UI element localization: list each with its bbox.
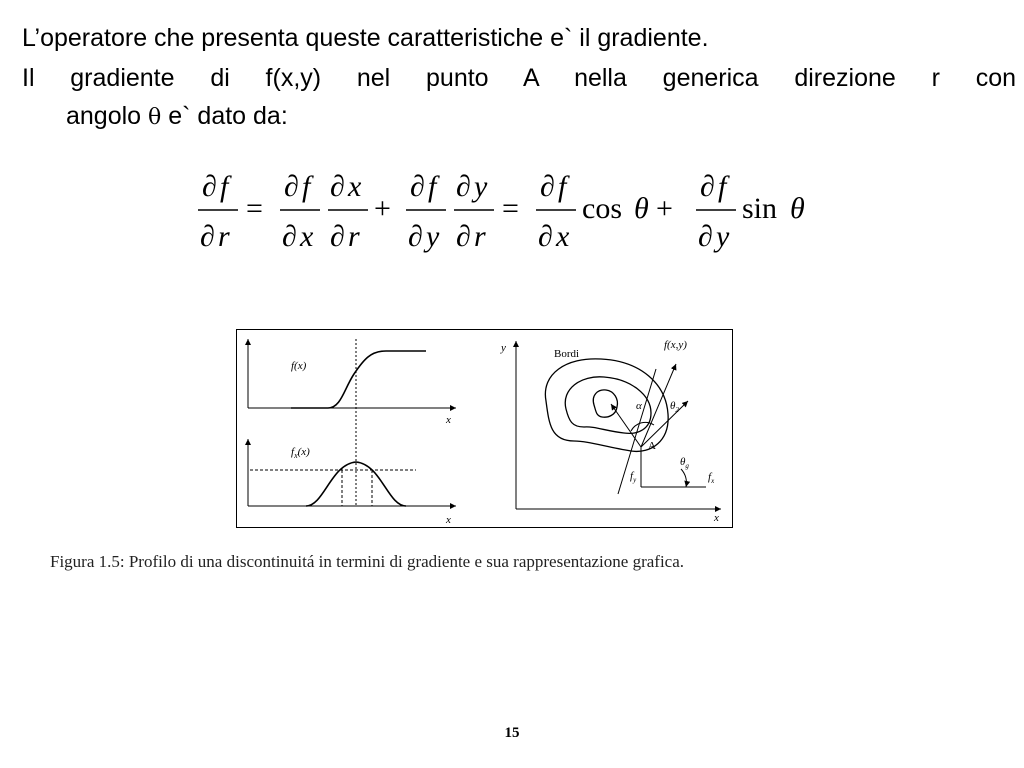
d-symbol: ∂ [284,170,299,203]
x-axis-label: x [446,514,451,526]
y-var: y [716,220,730,253]
paragraph-line-2: Il gradiente di f(x,y) nel punto A nella generica direzione r con [22,64,1016,92]
d-symbol: ∂ [456,220,471,253]
theta-g-label: $\theta_g$ [680,456,689,470]
r-var: r [348,220,360,253]
d-symbol: ∂ [200,220,215,253]
equals-sign: = [502,192,519,225]
x-axis-label: x [714,512,719,524]
figure-frame [237,330,733,528]
bordi-label: Bordi [554,348,580,360]
d-symbol: ∂ [698,220,713,253]
d-symbol: ∂ [202,170,217,203]
paragraph-line-3 [66,100,288,134]
x-var: x [348,170,362,203]
theta-symbol: θ [148,105,162,130]
page-number: 15 [504,725,520,741]
plus-sign: + [374,192,391,225]
figure-caption: Figura 1.5: Profilo di una discontinuitá in termini di gradiente e sua rappresentazione grafica. [50,552,685,571]
theta2-label: $\theta_2$ [670,400,679,414]
f-var: f [718,170,727,203]
x-axis-label: x [446,414,451,426]
sin-function: sin [742,192,778,225]
equals-sign: = [246,192,263,225]
f-var: f [220,170,229,203]
plus-sign: + [656,192,673,225]
f-var: f [302,170,311,203]
d-symbol: ∂ [700,170,715,203]
gradient-formula [190,160,830,260]
y-var: y [474,170,488,203]
line3-end: e` dato da: [168,102,288,130]
f-var: f [558,170,567,203]
d-symbol: ∂ [538,220,553,253]
fy-label: $f_y$ [630,470,637,484]
d-symbol: ∂ [408,220,423,253]
fx-label: $f_x$ [708,471,715,485]
fx-label: f(x) [291,360,307,372]
r-var: r [218,220,230,253]
theta-symbol: θ [790,192,805,225]
theta-symbol: θ [634,192,649,225]
edge-gradient-figure [236,329,734,529]
f-var: f [428,170,437,203]
y-axis-label: y [501,342,506,354]
d-symbol: ∂ [282,220,297,253]
d-symbol: ∂ [330,220,345,253]
d-symbol: ∂ [540,170,555,203]
paragraph-line-1: L’operatore che presenta queste caratteristiche e` il gradiente. [22,24,709,52]
alpha-label: α [636,400,642,412]
fx-derivative-label: $f_x(x)$ [291,446,310,460]
fxy-label: f(x,y) [664,339,687,351]
x-var: x [556,220,570,253]
d-symbol: ∂ [410,170,425,203]
r-var: r [474,220,486,253]
d-symbol: ∂ [456,170,471,203]
cos-function: cos [582,192,622,225]
x-var: x [300,220,314,253]
line3-start: angolo [66,102,142,130]
d-symbol: ∂ [330,170,345,203]
point-a-label: A [648,440,656,452]
y-var: y [426,220,440,253]
